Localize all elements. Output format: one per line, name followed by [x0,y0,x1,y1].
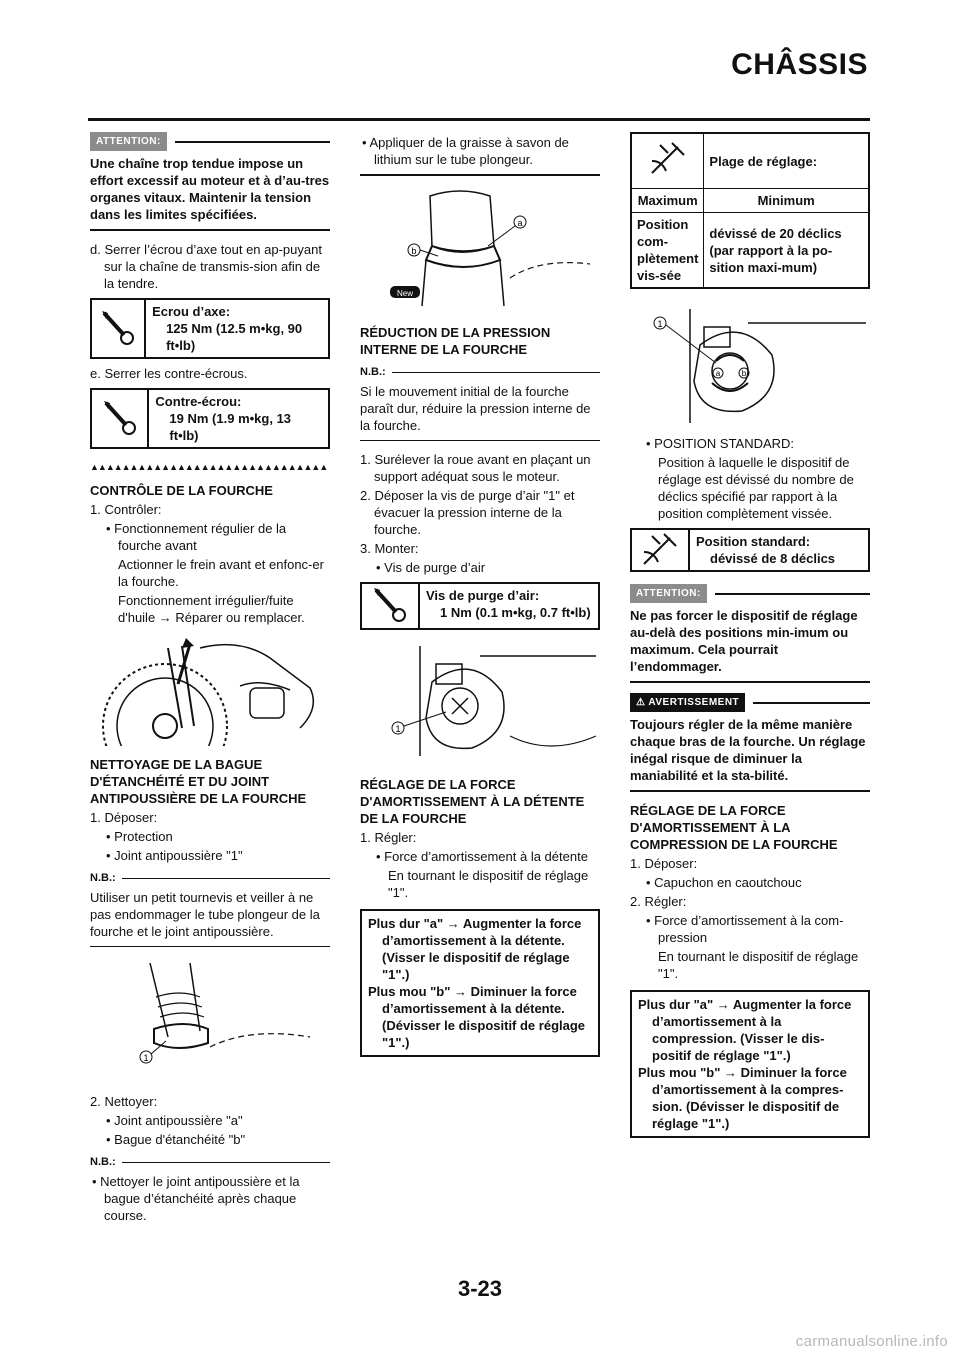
warning-header [630,693,870,712]
dust-seal-illustration [90,957,330,1087]
torque-wrench-icon [92,390,149,447]
attention-tag: ATTENTION: [90,132,167,151]
attention-text: Ne pas forcer le dispositif de réglage au-delà des positions min-imum ou maximum. Cela pourrait l’endommager. [630,608,858,674]
air-bleed-screw-illustration [360,636,600,766]
bullet: • Capuchon en caoutchouc [646,875,802,890]
step-d: d. Serrer l’écrou d’axe tout en ap-puyant sur la chaîne de transmis-sion afin de la tendre. [90,242,322,291]
bullet: • Protection [106,829,173,844]
column-left [90,132,330,1226]
nb-text: Si le mouvement initial de la fourche paraît dur, réduire la pression interne de la fourche. [360,384,591,433]
nb-header [360,364,600,381]
attention-text: Une chaîne trop tendue impose un effort excessif au moteur et à d’au-tres organes vitaux. Maintenir la tension dans les limites spécifiées. [90,156,330,222]
new-part-label: New [396,289,414,298]
callout-label: a [715,369,721,378]
callout-label: a [517,218,523,228]
step: 1. Déposer: [630,856,698,871]
fork-tube-grease-illustration [360,186,600,314]
spec-value: 19 Nm (1.9 m•kg, 13 ft•lb) [169,411,292,443]
step: 1. Surélever la roue avant en plaçant un support adéquat sous le moteur. [360,452,591,484]
callout-label: b [411,246,417,256]
bullet: • Bague d'étanchéité "b" [106,1132,246,1147]
step: 1. Contrôler: [90,502,162,517]
spec-value: 125 Nm (12.5 m•kg, 90 ft•lb) [166,321,303,353]
range-header: Minimum [704,189,869,213]
step: 2. Nettoyer: [90,1094,158,1109]
body-text: En tournant le dispositif de réglage "1". [658,949,859,981]
step-e: e. Serrer les contre-écrous. [90,366,248,381]
callout-label: b [741,369,747,378]
spec-box-locknut [90,388,330,449]
step: 2. Régler: [630,894,687,909]
nb-text: • Nettoyer le joint antipoussière et la bague d’étanchéité après chaque course. [92,1174,300,1223]
warning-text: Toujours régler de la même manière chaque bras de la fourche. Un réglage inégal risque de diminuer la maniabilité et la sta-bilité. [630,717,866,783]
nb-label: N.B.: [360,366,386,378]
nb-header [90,1154,330,1171]
body-text: En tournant le dispositif de réglage "1". [388,868,589,900]
column-right [630,132,870,1146]
adjustment-box-compression [630,990,870,1138]
adjustment-box-rebound [360,909,600,1057]
spec-value: 1 Nm (0.1 m•kg, 0.7 ft•lb) [440,605,591,620]
section-title-pressure-release: RÉDUCTION DE LA PRESSION INTERNE DE LA FOURCHE [360,325,551,357]
front-fork-illustration [90,628,330,746]
box-row: Plus mou "b" → Diminuer la force d’amortissement à la détente. (Dévisser le dispositif de réglage "1".) [368,984,586,1050]
torque-wrench-icon [92,300,146,357]
body-text: Actionner le frein avant et enfonc-er la fourche. [118,557,324,589]
bullet: • Appliquer de la graisse à savon de lithium sur le tube plongeur. [362,135,569,167]
spec-label: Position standard: [696,534,811,549]
caliper-icon [631,133,704,189]
bullet: • Vis de purge d’air [376,560,486,575]
spec-box-air-bleed-screw [360,582,600,630]
attention-header [90,132,330,151]
range-max: Position com-plètement vis-sée [631,213,704,289]
step: 1. Déposer: [90,810,158,825]
body-text: Fonctionnement irrégulier/fuite d'huile → Réparer ou remplacer. [118,593,305,625]
column-middle [360,132,600,1065]
bullet: • POSITION STANDARD: [646,436,795,451]
section-title-rebound-damping: RÉGLAGE DE LA FORCE D'AMORTISSEMENT À LA DÉTENTE DE LA FOURCHE [360,777,585,826]
step: 3. Monter: [360,541,419,556]
callout-label: 1 [143,1053,149,1063]
spec-label: Vis de purge d’air: [426,588,540,603]
nb-text: Utiliser un petit tournevis et veiller à ne pas endommager le tube plongeur de la fourche et le joint antipoussière. [90,890,320,939]
attention-header [630,584,870,603]
box-row: Plus dur "a" → Augmenter la force d’amortissement à la détente. (Visser le dispositif de réglage "1".) [368,916,582,982]
spec-label: Ecrou d’axe: [152,304,231,319]
bullet: • Fonctionnement régulier de la fourche avant [106,521,287,553]
header-rule [88,118,870,121]
bullet: • Force d’amortissement à la détente [376,849,588,864]
callout-label: 1 [395,724,401,734]
nb-label: N.B.: [90,1156,116,1168]
range-min: dévissé de 20 déclics (par rapport à la po-sition maxi-mum) [704,213,869,289]
range-table-title: Plage de réglage: [704,133,869,189]
body-text: Position à laquelle le dispositif de réglage est dévissé du nombre de déclics spécifié par rapport à la position complètement vissée. [658,455,854,521]
page-title: CHÂSSIS [731,48,868,81]
box-row: Plus dur "a" → Augmenter la force d’amortissement à la compression. (Visser le dis-positif de réglage "1".) [638,997,852,1063]
spec-box-standard-position [630,528,870,572]
attention-tag: ATTENTION: [630,584,707,603]
end-of-warning-triangles: ▲▲▲▲▲▲▲▲▲▲▲▲▲▲▲▲▲▲▲▲▲▲▲▲▲▲▲▲▲▲ [90,462,328,472]
page-number: 3-23 [457,1276,503,1301]
box-row: Plus mou "b" → Diminuer la force d’amortissement à la compres-sion. (Dévisser le dispositif de réglage "1".) [638,1065,847,1131]
warning-icon: ⚠ [636,697,649,708]
caliper-icon [632,530,690,570]
section-title-compression-damping: RÉGLAGE DE LA FORCE D'AMORTISSEMENT À LA COMPRESSION DE LA FOURCHE [630,803,838,852]
torque-wrench-icon [362,584,420,628]
bullet: • Force d’amortissement à la com-pression [646,913,844,945]
warning-tag-text: AVERTISSEMENT [648,697,740,708]
section-title-fork-check: CONTRÔLE DE LA FOURCHE [90,483,273,498]
nb-header [90,870,330,887]
rebound-adjuster-illustration [630,299,870,429]
bullet: • Joint antipoussière "a" [106,1113,243,1128]
callout-label: 1 [657,319,663,329]
section-title-seal-cleaning: NETTOYAGE DE LA BAGUE D'ÉTANCHÉITÉ ET DU JOINT ANTIPOUSSIÈRE DE LA FOURCHE [90,757,307,806]
spec-box-axle-nut [90,298,330,359]
warning-tag [630,693,745,712]
adjustment-range-table [630,132,870,289]
spec-value: dévissé de 8 déclics [710,551,836,566]
watermark: carmanualsonline.info [795,1333,948,1350]
spec-label: Contre-écrou: [155,394,242,409]
step: 2. Déposer la vis de purge d’air "1" et évacuer la pression interne de la fourche. [360,488,575,537]
range-header: Maximum [631,189,704,213]
step: 1. Régler: [360,830,417,845]
bullet: • Joint antipoussière "1" [106,848,243,863]
nb-label: N.B.: [90,872,116,884]
